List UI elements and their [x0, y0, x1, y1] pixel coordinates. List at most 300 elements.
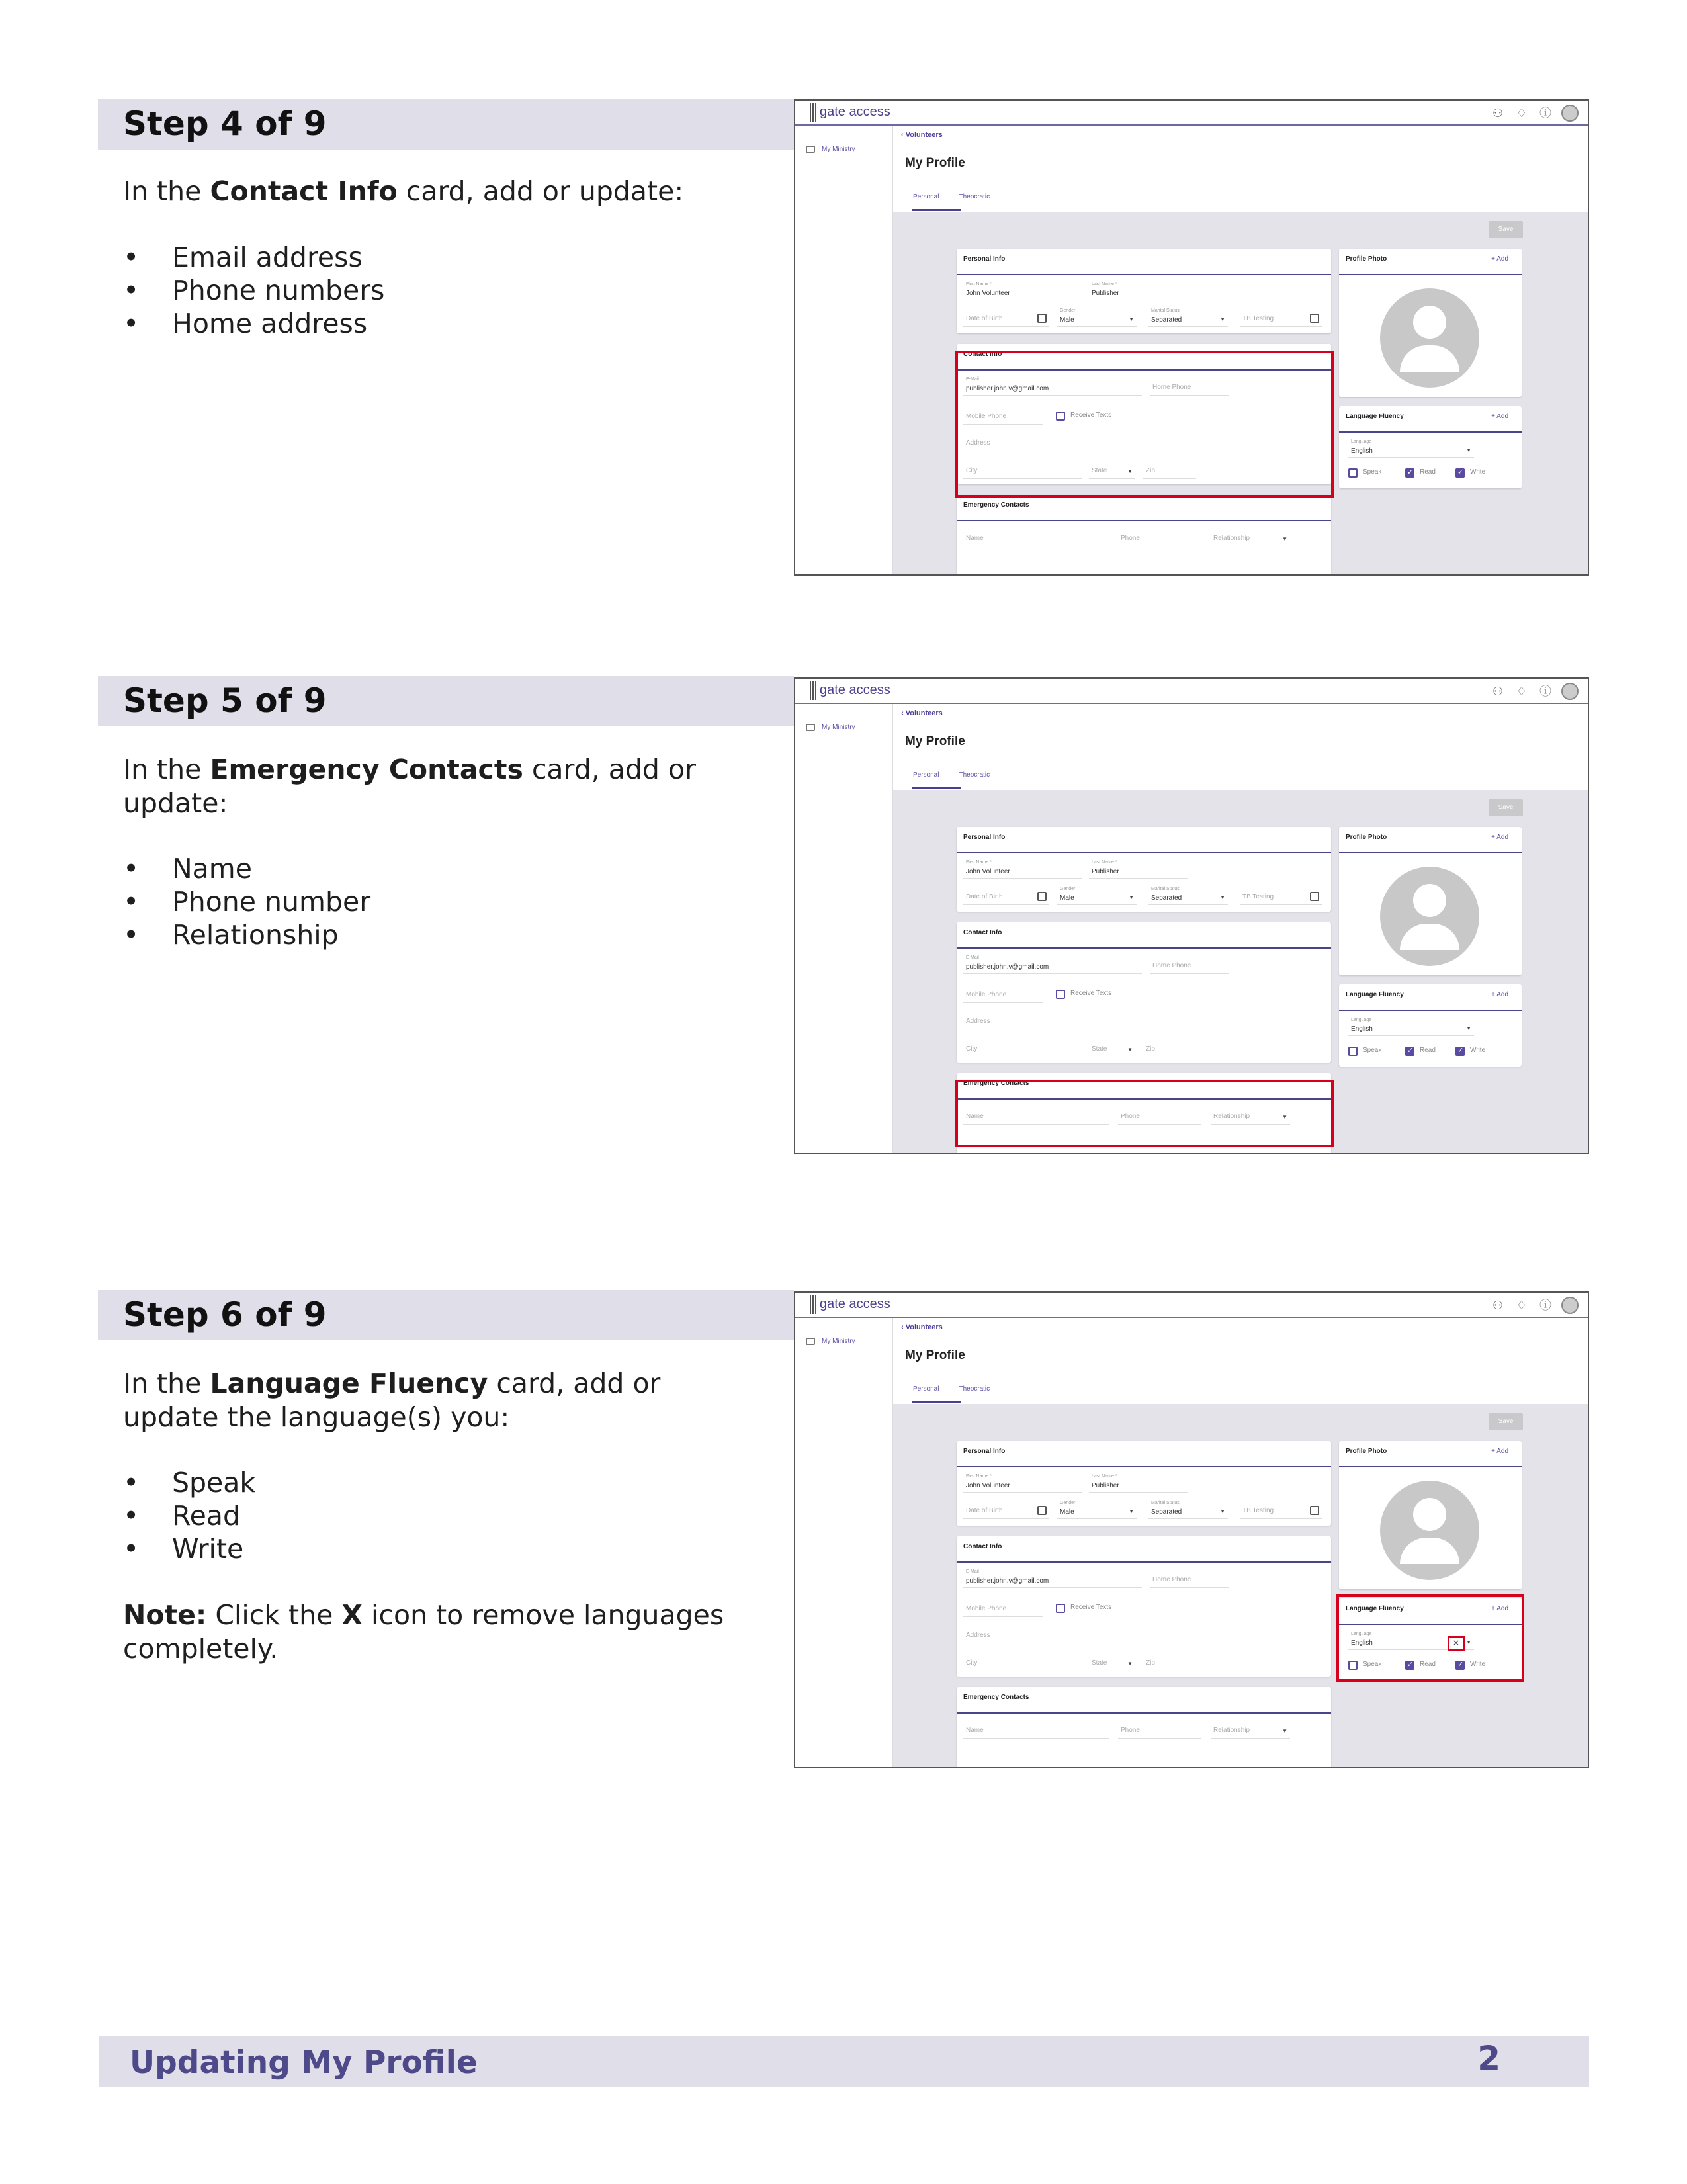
emergency-name-field[interactable]: [963, 529, 1109, 546]
language-fluency-card: [1339, 406, 1522, 488]
tabs: [913, 771, 990, 779]
sidebar-item-label: My Ministry: [822, 724, 855, 731]
city-field[interactable]: [963, 1040, 1082, 1057]
screenshot-step-4: [794, 99, 1589, 576]
logo-text: gate access: [820, 1297, 890, 1311]
profile-content: [893, 1404, 1588, 1767]
bullet-item: • Relationship: [123, 918, 718, 951]
marital-status-select[interactable]: [1148, 310, 1228, 327]
note-text: icon to remove languages completely.: [123, 1599, 724, 1665]
first-name-field[interactable]: [963, 1475, 1082, 1493]
field-placeholder: Relationship: [1213, 1113, 1250, 1120]
bell-icon[interactable]: ♢: [1516, 107, 1528, 120]
briefcase-icon: [806, 146, 815, 153]
briefcase-icon: [806, 1338, 815, 1345]
card-divider: [1339, 274, 1522, 275]
field-value: Separated: [1151, 1508, 1182, 1516]
field-label: Gender: [1060, 308, 1076, 313]
last-name-field[interactable]: [1089, 861, 1188, 879]
card-title: Personal Info: [963, 834, 1006, 841]
field-placeholder: State: [1092, 1045, 1107, 1053]
add-language-button[interactable]: + Add: [1491, 413, 1508, 420]
field-placeholder: TB Testing: [1242, 893, 1274, 900]
field-placeholder: Zip: [1146, 1659, 1155, 1667]
emergency-phone-field[interactable]: [1118, 1722, 1201, 1739]
field-label: Gender: [1060, 887, 1076, 891]
bullet-item: • Write: [123, 1532, 718, 1565]
field-placeholder: Relationship: [1213, 535, 1250, 542]
chevron-down-icon: ▼: [1129, 316, 1134, 322]
field-placeholder: Home Phone: [1152, 1576, 1191, 1583]
logo-text: gate access: [820, 683, 890, 697]
add-language-button[interactable]: + Add: [1491, 991, 1508, 998]
step-6-header: [98, 1290, 794, 1340]
card-title: Contact Info: [963, 1543, 1002, 1550]
highlight-contact-info: [955, 351, 1334, 498]
chevron-down-icon: ▼: [1220, 895, 1225, 900]
read-checkbox[interactable]: [1405, 1047, 1414, 1056]
tab-active-indicator: [912, 1401, 961, 1403]
card-title: Language Fluency: [1346, 991, 1404, 998]
help-icon[interactable]: ⓘ: [1539, 685, 1551, 698]
logo-icon: [810, 1295, 818, 1314]
topbar-icons: [1490, 105, 1579, 122]
avatar-head: [1413, 884, 1446, 917]
note-bold: X: [341, 1599, 363, 1631]
note-text: Click the: [206, 1599, 342, 1631]
checkbox-label: Read: [1420, 1047, 1436, 1054]
app-topbar: [795, 101, 1588, 126]
address-field[interactable]: [963, 1626, 1142, 1643]
personal-info-card: [957, 249, 1331, 333]
mobile-phone-field[interactable]: [963, 1600, 1043, 1617]
avatar-body: [1400, 345, 1459, 372]
bell-icon[interactable]: ♢: [1516, 685, 1528, 698]
desc-text: card, add or update:: [123, 754, 696, 819]
tb-testing-field[interactable]: [1240, 1502, 1322, 1519]
field-label: Marital Status: [1151, 887, 1180, 891]
breadcrumb-label: Volunteers: [905, 1323, 943, 1331]
card-title: Personal Info: [963, 1448, 1006, 1455]
field-value: English: [1351, 447, 1373, 455]
checkbox-label: Speak: [1363, 1047, 1382, 1054]
card-divider: [957, 947, 1331, 949]
step-heading: Step 4 of 9: [123, 105, 327, 143]
personal-info-card: [957, 1441, 1331, 1526]
remove-language-close-icon[interactable]: ✕: [1448, 1636, 1465, 1651]
app-topbar: [795, 1293, 1588, 1318]
card-divider: [957, 1466, 1331, 1467]
card-title: Emergency Contacts: [963, 502, 1029, 509]
card-title: Personal Info: [963, 255, 1006, 263]
add-photo-button[interactable]: + Add: [1491, 834, 1508, 841]
dob-field[interactable]: [963, 1502, 1049, 1519]
avatar-body: [1400, 1538, 1459, 1564]
card-divider: [1339, 852, 1522, 853]
field-placeholder: Phone: [1121, 1113, 1140, 1120]
bullet-item: • Phone numbers: [123, 274, 718, 307]
bullet-item: • Speak: [123, 1466, 718, 1499]
desc-bold: Contact Info: [210, 175, 398, 207]
users-icon[interactable]: ⚇: [1492, 1299, 1504, 1312]
tab-theocratic[interactable]: Theocratic: [959, 1385, 990, 1393]
field-value: Separated: [1151, 316, 1182, 324]
calendar-icon[interactable]: [1310, 1506, 1319, 1515]
marital-status-select[interactable]: [1148, 1502, 1228, 1519]
field-value: English: [1351, 1026, 1373, 1033]
chevron-down-icon: ▼: [1129, 895, 1134, 900]
step-heading: Step 5 of 9: [123, 681, 327, 720]
card-divider: [1339, 1466, 1522, 1467]
chevron-down-icon: ▼: [1466, 1639, 1471, 1645]
sidebar-item-my-ministry[interactable]: [806, 1338, 855, 1345]
profile-photo-card: [1339, 249, 1522, 397]
field-placeholder: TB Testing: [1242, 1507, 1274, 1514]
emergency-name-field[interactable]: [963, 1722, 1109, 1739]
emergency-contacts-card: [957, 495, 1331, 576]
card-divider: [1339, 431, 1522, 433]
field-value: Male: [1060, 895, 1074, 902]
card-title: Language Fluency: [1346, 413, 1404, 420]
read-checkbox[interactable]: [1405, 468, 1414, 478]
highlight-language-fluency: [1336, 1594, 1524, 1682]
app-topbar: [795, 679, 1588, 704]
field-placeholder: Address: [966, 439, 990, 447]
step-bullets: [123, 1466, 718, 1565]
dob-field[interactable]: [963, 888, 1049, 905]
field-placeholder: Mobile Phone: [966, 413, 1007, 420]
desc-text: card, add or update:: [397, 175, 684, 207]
add-photo-button[interactable]: + Add: [1491, 1448, 1508, 1455]
breadcrumb[interactable]: ‹ Volunteers: [901, 131, 943, 139]
checkbox-label: Speak: [1363, 468, 1382, 476]
add-language-button[interactable]: + Add: [1491, 1605, 1508, 1612]
speak-checkbox[interactable]: [1348, 468, 1358, 478]
tabs: [913, 193, 990, 200]
bullet-item: • Read: [123, 1499, 718, 1532]
profile-photo-card: [1339, 1441, 1522, 1589]
field-label: Gender: [1060, 1501, 1076, 1505]
step-bullets: [123, 241, 718, 340]
sidebar-item-my-ministry[interactable]: [806, 146, 855, 153]
write-checkbox[interactable]: [1455, 1047, 1465, 1056]
field-placeholder: Date of Birth: [966, 893, 1003, 900]
card-title: Emergency Contacts: [963, 1694, 1029, 1701]
field-placeholder: Phone: [1121, 1727, 1140, 1734]
topbar-icons: [1490, 683, 1579, 700]
chevron-down-icon: ▼: [1220, 316, 1225, 322]
field-placeholder: Home Phone: [1152, 384, 1191, 391]
card-divider: [957, 274, 1331, 275]
speak-checkbox[interactable]: [1348, 1047, 1358, 1056]
app-sidebar: [795, 704, 893, 1153]
users-icon[interactable]: ⚇: [1492, 685, 1504, 698]
field-label: First Name *: [966, 282, 992, 286]
first-name-field[interactable]: [963, 861, 1082, 879]
add-photo-button[interactable]: + Add: [1491, 255, 1508, 263]
field-placeholder: City: [966, 467, 978, 474]
dob-field[interactable]: [963, 310, 1049, 327]
home-phone-field[interactable]: [1150, 957, 1229, 974]
card-divider: [957, 1561, 1331, 1563]
page-number: 2: [1477, 2039, 1500, 2077]
field-placeholder: Name: [966, 1113, 984, 1120]
step-heading: Step 6 of 9: [123, 1295, 327, 1334]
bullet-item: • Home address: [123, 307, 718, 340]
write-checkbox[interactable]: [1455, 468, 1465, 478]
field-value: John Volunteer: [966, 868, 1010, 875]
email-field[interactable]: [963, 957, 1142, 974]
checkbox-label: Speak: [1363, 1661, 1382, 1668]
last-name-field[interactable]: [1089, 1475, 1188, 1493]
tabs: [913, 1385, 990, 1393]
calendar-icon[interactable]: [1310, 314, 1319, 323]
card-divider: [957, 520, 1331, 521]
chevron-down-icon: ▼: [1466, 1026, 1471, 1031]
field-placeholder: Relationship: [1213, 1727, 1250, 1734]
field-label: Last Name *: [1092, 860, 1117, 865]
marital-status-select[interactable]: [1148, 888, 1228, 905]
help-icon[interactable]: ⓘ: [1539, 107, 1551, 120]
mobile-phone-field[interactable]: [963, 986, 1043, 1003]
chevron-down-icon: ▼: [1282, 536, 1287, 542]
receive-texts-checkbox[interactable]: [1056, 990, 1065, 999]
card-title: Contact Info: [963, 351, 1002, 358]
calendar-icon[interactable]: [1037, 1506, 1047, 1515]
tab-personal[interactable]: Personal: [913, 1385, 939, 1393]
field-placeholder: State: [1092, 467, 1107, 474]
chevron-down-icon: ▼: [1220, 1508, 1225, 1514]
field-placeholder: State: [1092, 1659, 1107, 1667]
field-value: publisher.john.v@gmail.com: [966, 385, 1049, 392]
card-title: Profile Photo: [1346, 255, 1387, 263]
step-description: [123, 1367, 745, 1434]
relationship-select[interactable]: [1211, 529, 1290, 546]
state-select[interactable]: [1089, 1654, 1135, 1671]
step-5-header: [98, 676, 794, 726]
desc-bold: Emergency Contacts: [210, 754, 523, 785]
profile-photo-card: [1339, 827, 1522, 975]
field-value: Publisher: [1092, 1482, 1119, 1489]
note-label: Note:: [123, 1599, 207, 1631]
field-placeholder: Address: [966, 1018, 990, 1025]
field-value: Publisher: [1092, 868, 1119, 875]
city-field[interactable]: [963, 1654, 1082, 1671]
bullet-item: • Email address: [123, 241, 718, 274]
avatar-placeholder-icon: [1380, 1481, 1479, 1580]
chevron-down-icon: ▼: [1127, 1047, 1133, 1053]
desc-text: In the: [123, 175, 210, 207]
help-icon[interactable]: ⓘ: [1539, 1299, 1551, 1312]
chevron-down-icon: ▼: [1129, 1508, 1134, 1514]
field-value: Separated: [1151, 895, 1182, 902]
language-fluency-card: [1339, 984, 1522, 1067]
gender-select[interactable]: [1057, 310, 1137, 327]
tab-personal[interactable]: Personal: [913, 771, 939, 779]
field-placeholder: Phone: [1121, 535, 1140, 542]
breadcrumb-label: Volunteers: [905, 131, 943, 139]
chevron-down-icon: ▼: [1466, 447, 1471, 453]
checkbox-label: Write: [1470, 1661, 1486, 1668]
save-button[interactable]: Save: [1489, 799, 1523, 816]
checkbox-label: Write: [1470, 468, 1486, 476]
field-placeholder: Mobile Phone: [966, 991, 1007, 998]
checkbox-label: Receive Texts: [1070, 412, 1112, 419]
card-title: Profile Photo: [1346, 1448, 1387, 1455]
chevron-down-icon: ▼: [1127, 468, 1133, 474]
field-label: E-Mail: [966, 377, 979, 382]
zip-field[interactable]: [1143, 1040, 1196, 1057]
breadcrumb[interactable]: ‹ Volunteers: [901, 1323, 943, 1331]
field-placeholder: Address: [966, 1632, 990, 1639]
card-title: Contact Info: [963, 929, 1002, 936]
checkbox-label: Receive Texts: [1070, 1604, 1112, 1611]
avatar-placeholder-icon: [1380, 867, 1479, 966]
step-bullets: [123, 852, 718, 951]
field-placeholder: TB Testing: [1242, 315, 1274, 322]
sidebar-item-my-ministry[interactable]: [806, 724, 855, 731]
field-placeholder: Name: [966, 1727, 984, 1734]
field-label: Language: [1351, 1018, 1372, 1022]
avatar-body: [1400, 924, 1459, 950]
checkbox-label: Write: [1470, 1047, 1486, 1054]
calendar-icon[interactable]: [1037, 314, 1047, 323]
receive-texts-checkbox[interactable]: [1056, 1604, 1065, 1613]
field-value: Male: [1060, 1508, 1074, 1516]
field-label: E-Mail: [966, 1569, 979, 1574]
contact-info-card: [957, 1536, 1331, 1677]
tb-testing-field[interactable]: [1240, 888, 1322, 905]
field-label: First Name *: [966, 860, 992, 865]
checkbox-label: Read: [1420, 468, 1436, 476]
card-divider: [1339, 1010, 1522, 1011]
save-button[interactable]: Save: [1489, 1413, 1523, 1430]
contact-info-card: [957, 922, 1331, 1063]
step-4-header: [98, 99, 794, 150]
bullet-item: • Name: [123, 852, 718, 885]
tab-active-indicator: [912, 787, 961, 789]
chevron-down-icon: ▼: [1282, 1728, 1287, 1734]
relationship-select[interactable]: [1211, 1722, 1290, 1739]
field-label: Language: [1351, 439, 1372, 444]
gender-select[interactable]: [1057, 888, 1137, 905]
field-value: Male: [1060, 316, 1074, 324]
field-placeholder: Home Phone: [1152, 962, 1191, 969]
language-select[interactable]: [1348, 441, 1474, 458]
avatar-head: [1413, 306, 1446, 339]
save-button[interactable]: Save: [1489, 221, 1523, 238]
briefcase-icon: [806, 724, 815, 731]
field-label: E-Mail: [966, 955, 979, 960]
field-label: Last Name *: [1092, 282, 1117, 286]
user-avatar-icon[interactable]: [1561, 1297, 1579, 1314]
breadcrumb[interactable]: ‹ Volunteers: [901, 709, 943, 717]
checkbox-label: Read: [1420, 1661, 1436, 1668]
app-sidebar: [795, 1318, 893, 1767]
state-select[interactable]: [1089, 1040, 1135, 1057]
bullet-item: • Phone number: [123, 885, 718, 918]
calendar-icon[interactable]: [1310, 892, 1319, 901]
field-label: Language: [1351, 1632, 1372, 1636]
card-title: Emergency Contacts: [963, 1080, 1029, 1087]
user-avatar-icon[interactable]: [1561, 683, 1579, 700]
topbar-icons: [1490, 1297, 1579, 1314]
tab-active-indicator: [912, 209, 961, 211]
home-phone-field[interactable]: [1150, 1571, 1229, 1588]
step-note: [123, 1598, 745, 1666]
screenshot-step-6: [794, 1291, 1589, 1768]
field-label: First Name *: [966, 1474, 992, 1479]
field-placeholder: Date of Birth: [966, 315, 1003, 322]
app-sidebar: [795, 126, 893, 574]
step-description: [123, 175, 745, 208]
first-name-field[interactable]: [963, 283, 1082, 300]
logo-icon: [810, 103, 818, 122]
tab-theocratic[interactable]: Theocratic: [959, 193, 990, 200]
chevron-down-icon: ▼: [1282, 1114, 1287, 1120]
avatar-placeholder-icon: [1380, 288, 1479, 388]
tb-testing-field[interactable]: [1240, 310, 1322, 327]
card-title: Profile Photo: [1346, 834, 1387, 841]
gender-select[interactable]: [1057, 1502, 1137, 1519]
field-value: publisher.john.v@gmail.com: [966, 1577, 1049, 1585]
address-field[interactable]: [963, 1012, 1142, 1029]
emergency-phone-field[interactable]: [1118, 529, 1201, 546]
page-title: My Profile: [905, 734, 965, 748]
field-placeholder: City: [966, 1045, 978, 1053]
page-footer: [99, 2036, 1589, 2087]
users-icon[interactable]: ⚇: [1492, 107, 1504, 120]
highlight-emergency-contacts: [955, 1080, 1334, 1147]
language-select[interactable]: [1348, 1019, 1474, 1036]
field-label: Last Name *: [1092, 1474, 1117, 1479]
checkbox-label: Receive Texts: [1070, 990, 1112, 997]
card-title: Language Fluency: [1346, 1605, 1404, 1612]
desc-text: In the: [123, 1368, 210, 1399]
last-name-field[interactable]: [1089, 283, 1188, 300]
field-placeholder: Name: [966, 535, 984, 542]
field-label: Marital Status: [1151, 1501, 1180, 1505]
field-value: publisher.john.v@gmail.com: [966, 963, 1049, 971]
field-value: English: [1351, 1639, 1373, 1647]
bell-icon[interactable]: ♢: [1516, 1299, 1528, 1312]
step-description: [123, 753, 745, 820]
zip-field[interactable]: [1143, 1654, 1196, 1671]
field-value: John Volunteer: [966, 290, 1010, 297]
desc-text: card, add or update the language(s) you:: [123, 1368, 661, 1433]
field-label: Marital Status: [1151, 308, 1180, 313]
user-avatar-icon[interactable]: [1561, 105, 1579, 122]
card-divider: [957, 1712, 1331, 1714]
emergency-contacts-card: [957, 1687, 1331, 1768]
field-placeholder: City: [966, 1659, 978, 1667]
page-title: My Profile: [905, 1348, 965, 1362]
desc-bold: Language Fluency: [210, 1368, 488, 1399]
logo-icon: [810, 681, 818, 700]
field-value: John Volunteer: [966, 1482, 1010, 1489]
field-placeholder: Zip: [1146, 467, 1155, 474]
tab-personal[interactable]: Personal: [913, 193, 939, 200]
email-field[interactable]: [963, 1571, 1142, 1588]
field-placeholder: Mobile Phone: [966, 1605, 1007, 1612]
tab-theocratic[interactable]: Theocratic: [959, 771, 990, 779]
screenshot-step-5: [794, 677, 1589, 1154]
field-placeholder: Zip: [1146, 1045, 1155, 1053]
desc-text: In the: [123, 754, 210, 785]
calendar-icon[interactable]: [1037, 892, 1047, 901]
card-divider: [957, 852, 1331, 853]
sidebar-item-label: My Ministry: [822, 146, 855, 153]
